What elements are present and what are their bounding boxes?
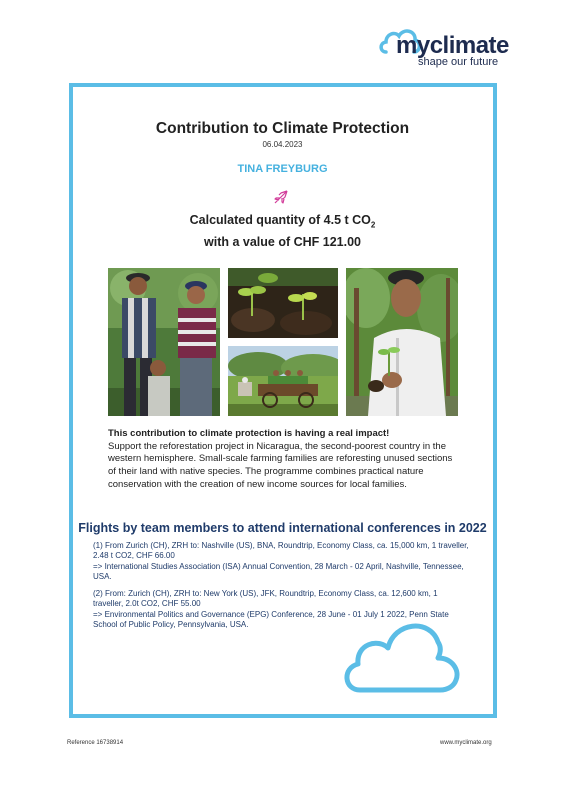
certificate-date: 06.04.2023 bbox=[262, 140, 303, 149]
recipient-name: TINA FREYBURG bbox=[237, 163, 328, 175]
flight-item bbox=[93, 541, 469, 582]
flights-title: Flights by team members to attend international conferences in 2022 bbox=[78, 521, 487, 535]
flight-1-text: (1) From Zurich (CH), ZRH to: Nashville (US), BNA, Roundtrip, Economy Class, ca. 15,000 km, 1 traveller, 2.48 t CO2, CHF 66.00 => International Studies Association (ISA) Annual Convention, 28 March - 02 April, Nashville, Tennessee, USA. bbox=[93, 541, 469, 581]
quantity-line-1: Calculated quantity of 4.5 t $CO_2$ bbox=[189, 213, 376, 230]
brand-name: myclimate bbox=[396, 32, 509, 59]
co2-quantity bbox=[0, 212, 565, 251]
impact-heading: This contribution to climate protection is having a real impact! bbox=[108, 428, 390, 439]
airplane-icon bbox=[272, 188, 290, 206]
certificate-title: Contribution to Climate Protection bbox=[155, 120, 410, 137]
reference-number: Reference 16738914 bbox=[67, 740, 124, 746]
photo-seedlings bbox=[228, 268, 338, 338]
impact-text bbox=[108, 428, 458, 497]
brand-tagline: shape our future bbox=[418, 56, 499, 68]
myclimate-logo bbox=[378, 26, 509, 68]
photo-smiling-woman bbox=[346, 268, 458, 416]
website-link[interactable]: www.myclimate.org bbox=[440, 740, 492, 746]
quantity-line-2: with a value of CHF 121.00 bbox=[204, 234, 361, 249]
flight-2-text: (2) From: Zurich (CH), ZRH to: New York (US), JFK, Roundtrip, Economy Class, ca. 12,600 km, 1 traveller, 2.0t CO2, CHF 55.00 => Environmental Politics and Governance (EPG) Conference, 28 June - 01 July 1 2022, Penn State School of Public Policy, Pennsylvania, USA. bbox=[93, 589, 449, 629]
cloud-outline-icon bbox=[338, 614, 464, 696]
photo-planting-team bbox=[228, 346, 338, 416]
photo-farming-family bbox=[108, 268, 220, 416]
impact-body: Support the reforestation project in Nicaragua, the second-poorest country in the western hemisphere. Small-scale farming families are reforesting unused sections of their land with native species. The programme combines practical nature conservation with the creation of new income sources for local families. bbox=[108, 440, 453, 490]
